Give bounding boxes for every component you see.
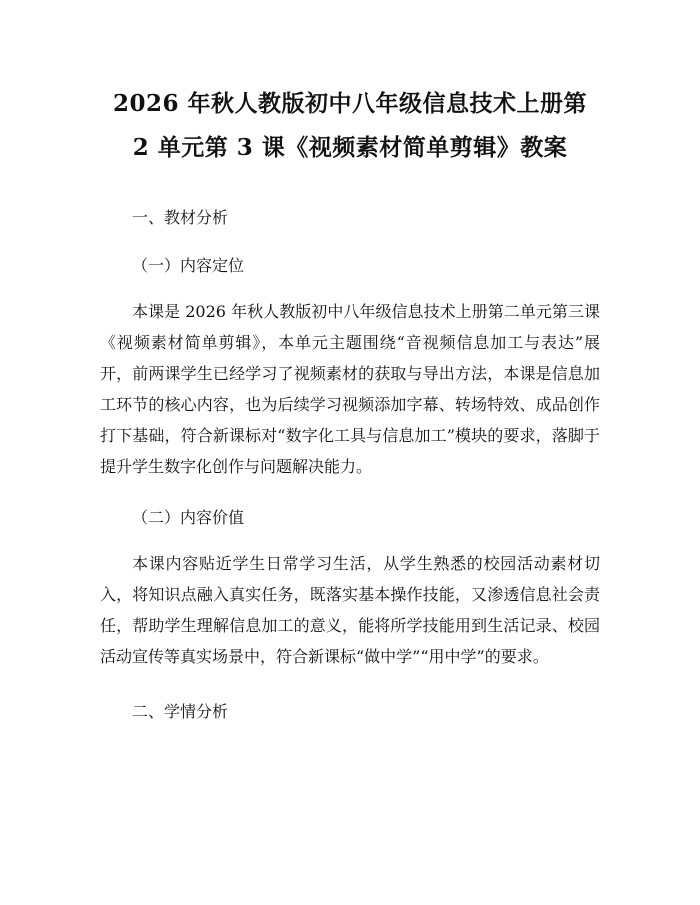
document-title xyxy=(100,82,600,170)
section-heading-textbook-analysis: 一、教材分析 xyxy=(132,208,229,227)
subsection-heading-content-value: （二）内容价值 xyxy=(132,508,245,527)
title-line-1: 2026 年秋人教版初中八年级信息技术上册第 xyxy=(112,90,588,117)
paragraph-content-value: 本课内容贴近学生日常学习生活，从学生熟悉的校园活动素材切入，将知识点融入真实任务，既落实基本操作技能，又渗透信息社会责任，帮助学生理解信息加工的意义，能将所学技能用到生活记录、校园活动宣传等真实场景中，符合新课标“做中学”“用中学”的要求。 xyxy=(100,554,600,666)
subsection-heading-content-positioning: （一）内容定位 xyxy=(132,256,245,275)
title-line-2: 2 单元第 3 课《视频素材简单剪辑》教案 xyxy=(132,134,568,161)
paragraph-content-positioning: 本课是 2026 年秋人教版初中八年级信息技术上册第二单元第三课《视频素材简单剪辑》，本单元主题围绕“音视频信息加工与表达”展开，前两课学生已经学习了视频素材的获取与导出方法，本课是信息加工环节的核心内容，也为后续学习视频添加字幕、转场特效、成品创作打下基础，符合新课标对“数字化工具与信息加工”模块的要求，落脚于提升学生数字化创作与问题解决能力。 xyxy=(100,302,600,476)
section-heading-learner-analysis: 二、学情分析 xyxy=(132,702,229,721)
